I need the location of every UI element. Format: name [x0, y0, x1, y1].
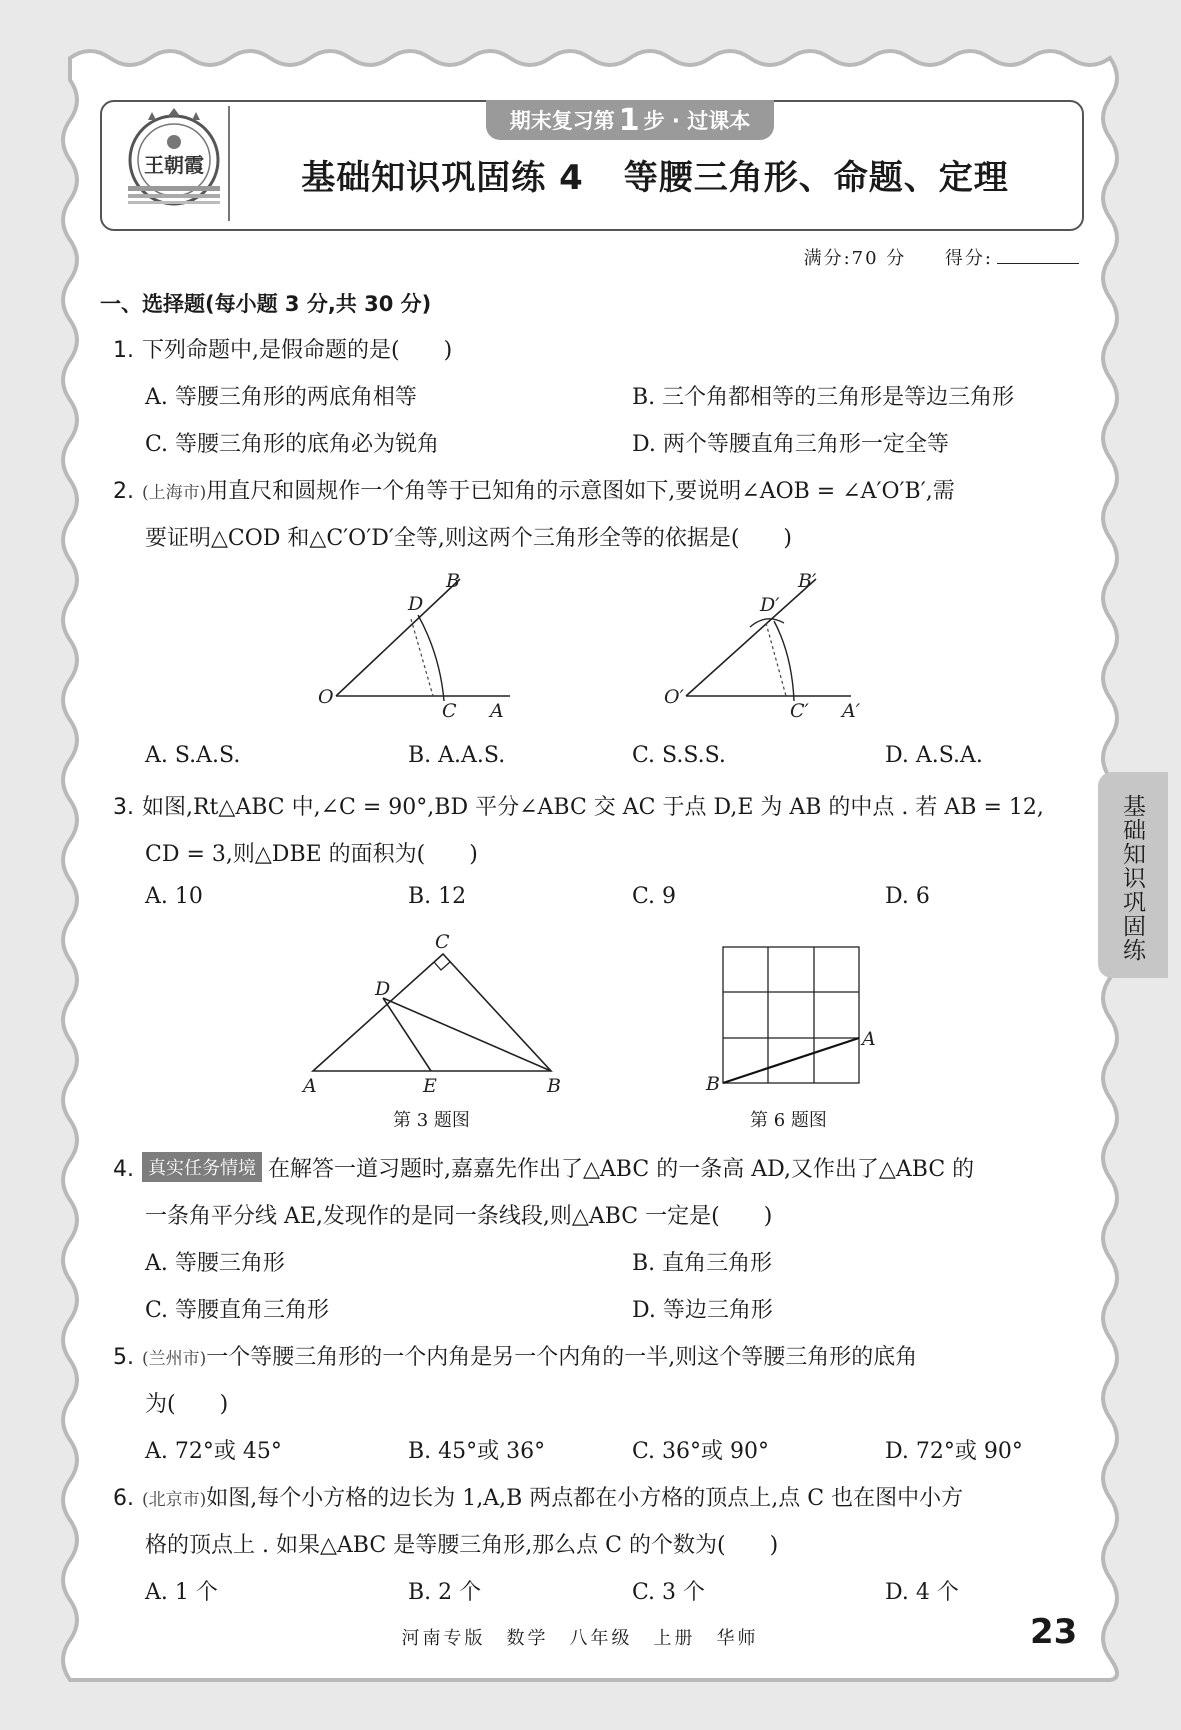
q2-figure-1 [310, 565, 520, 725]
footer: 河南专版 数学 八年级 上册 华师 [401, 1628, 759, 1649]
fig1-label-o: O [318, 686, 334, 708]
q5-option-b[interactable]: B. 45°或 36° [408, 1439, 546, 1464]
q1-option-b[interactable]: B. 三个角都相等的三角形是等边三角形 [632, 385, 1015, 410]
fig3-caption: 第 3 题图 [393, 1110, 470, 1131]
section-heading: 一、选择题(每小题 3 分,共 30 分) [100, 292, 432, 316]
fig3-label-a: A [303, 1075, 317, 1097]
title-right: 等腰三角形、命题、定理 [623, 158, 1009, 198]
q1-option-d[interactable]: D. 两个等腰直角三角形一定全等 [632, 432, 949, 457]
pill-pre: 期末复习第 [509, 109, 615, 133]
step-pill [486, 100, 774, 140]
fig1-label-c: C [442, 700, 457, 722]
fig1-label-a: A [490, 700, 504, 722]
fig2-label-c: C′ [790, 700, 809, 722]
fig3-label-d: D [375, 978, 391, 1000]
q3-figure [295, 930, 575, 1100]
question-4: 4. 真实任务情境 在解答一道习题时,嘉嘉先作出了△ABC 的一条高 AD,又作出了△ABC 的 [113, 1152, 974, 1183]
question-6: 6. (北京市)如图,每个小方格的边长为 1,A,B 两点都在小方格的顶点上,点 C 也在图中小方 [113, 1486, 964, 1511]
q5-option-c[interactable]: C. 36°或 90° [632, 1439, 770, 1464]
q2-option-d[interactable]: D. A.S.A. [885, 743, 983, 768]
fig2-label-d: D′ [760, 594, 780, 616]
fig1-label-d: D [408, 593, 424, 615]
q1-option-a[interactable]: A. 等腰三角形的两底角相等 [145, 385, 417, 410]
q5-option-a[interactable]: A. 72°或 45° [145, 1439, 282, 1464]
question-5: 5. (兰州市)一个等腰三角形的一个内角是另一个内角的一半,则这个等腰三角形的底角 [113, 1345, 918, 1370]
scenario-tag: 真实任务情境 [142, 1152, 262, 1182]
fig2-label-a: A′ [842, 700, 861, 722]
q2-option-b[interactable]: B. A.A.S. [408, 743, 506, 768]
q1-option-c[interactable]: C. 等腰三角形的底角必为锐角 [145, 432, 440, 457]
q3-option-b[interactable]: B. 12 [408, 884, 467, 909]
q2-option-c[interactable]: C. S.S.S. [632, 743, 726, 768]
q5-option-d[interactable]: D. 72°或 90° [885, 1439, 1023, 1464]
fig1-label-b: B [446, 570, 460, 592]
title-left: 基础知识巩固练 4 [301, 158, 584, 198]
question-6-line2: 格的顶点上 . 如果△ABC 是等腰三角形,那么点 C 的个数为( ) [145, 1533, 779, 1558]
question-3-line2: CD = 3,则△DBE 的面积为( ) [145, 842, 478, 867]
q2-figure-2 [656, 565, 871, 725]
q3-option-c[interactable]: C. 9 [632, 884, 677, 909]
question-2-line2: 要证明△COD 和△C′O′D′全等,则这两个三角形全等的依据是( ) [145, 526, 792, 551]
fig6-label-a: A [862, 1028, 876, 1050]
q6-grid-figure [700, 940, 880, 1100]
fig6-label-b: B [706, 1073, 720, 1095]
q6-option-c[interactable]: C. 3 个 [632, 1580, 706, 1605]
score-blank[interactable] [997, 263, 1079, 264]
question-2: 2. (上海市)用直尺和圆规作一个角等于已知角的示意图如下,要说明∠AOB = ∠A′O′B′,需 [113, 479, 955, 504]
full-score: 满分:70 分 [803, 248, 907, 269]
fig2-label-b: B′ [798, 570, 817, 592]
side-tab[interactable] [1098, 772, 1168, 978]
seal-logo [118, 108, 230, 220]
pill-post: 步 · 过课本 [643, 109, 751, 133]
q3-option-a[interactable]: A. 10 [145, 884, 203, 909]
question-1: 1. 下列命题中,是假命题的是( ) [113, 338, 453, 363]
page-title [230, 150, 1080, 199]
q4-option-b[interactable]: B. 直角三角形 [632, 1251, 773, 1276]
fig3-label-e: E [423, 1075, 437, 1097]
question-4-line2: 一条角平分线 AE,发现作的是同一条线段,则△ABC 一定是( ) [145, 1204, 773, 1229]
q4-option-c[interactable]: C. 等腰直角三角形 [145, 1298, 330, 1323]
score-line [804, 244, 1079, 270]
q2-option-a[interactable]: A. S.A.S. [145, 743, 241, 768]
page-number: 23 [1030, 1612, 1078, 1652]
pill-num: 1 [618, 102, 640, 138]
q6-option-a[interactable]: A. 1 个 [145, 1580, 218, 1605]
question-3: 3. 如图,Rt△ABC 中,∠C = 90°,BD 平分∠ABC 交 AC 于点 D,E 为 AB 的中点 . 若 AB = 12, [113, 795, 1044, 820]
fig6-caption: 第 6 题图 [750, 1110, 827, 1131]
question-5-line2: 为( ) [145, 1392, 229, 1417]
fig2-label-o: O′ [664, 686, 684, 708]
fig3-label-b: B [547, 1075, 561, 1097]
logo-text: 王朝霞 [144, 153, 204, 177]
q4-option-d[interactable]: D. 等边三角形 [632, 1298, 773, 1323]
fig3-label-c: C [435, 931, 450, 953]
side-tab-label: 基础知识巩固练 [1119, 794, 1145, 962]
q4-option-a[interactable]: A. 等腰三角形 [145, 1251, 285, 1276]
got-score-label: 得分: [944, 248, 993, 269]
q6-option-b[interactable]: B. 2 个 [408, 1580, 482, 1605]
q3-option-d[interactable]: D. 6 [885, 884, 930, 909]
q6-option-d[interactable]: D. 4 个 [885, 1580, 959, 1605]
